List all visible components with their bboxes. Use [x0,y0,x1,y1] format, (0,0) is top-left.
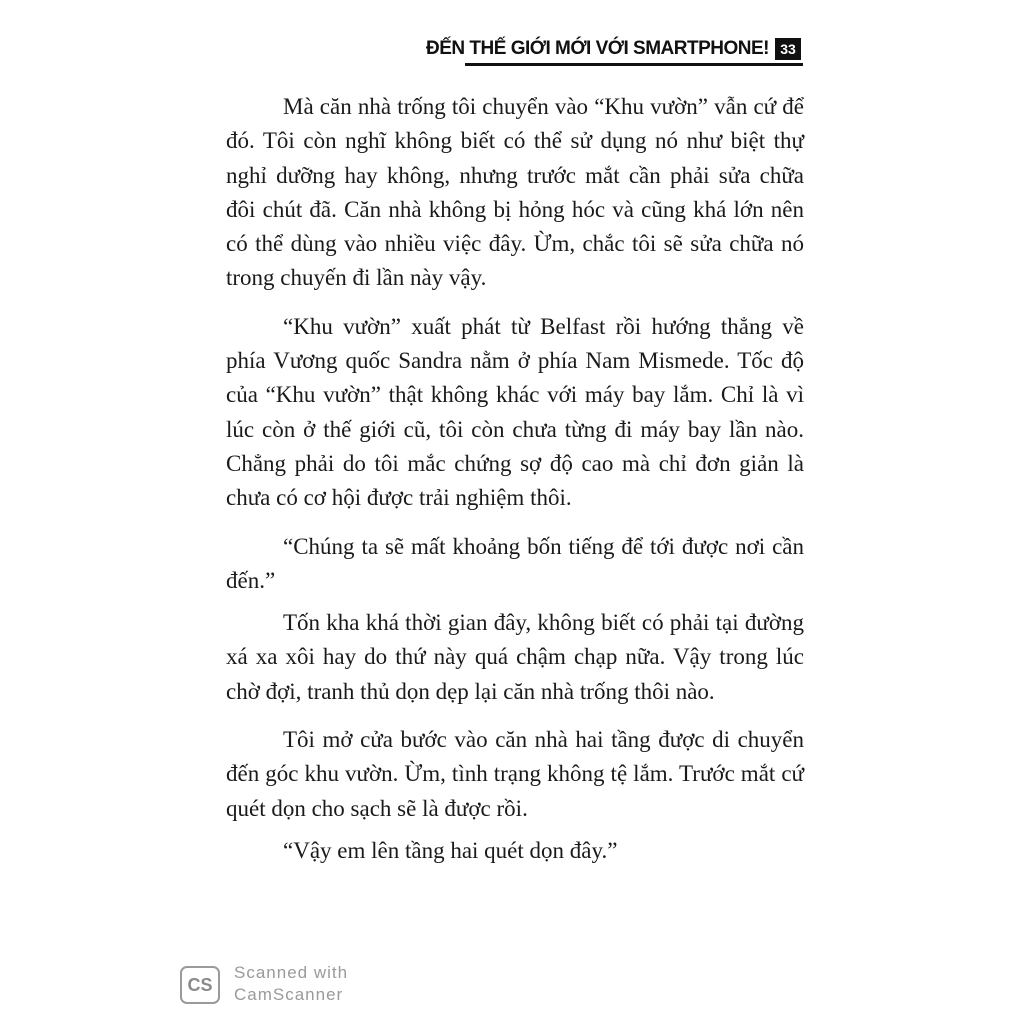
paragraph: Tôi mở cửa bước vào căn nhà hai tầng được di chuyển đến góc khu vườn. Ừm, tình trạng không tệ lắm. Trước mắt cứ quét dọn cho sạch sẽ là được rồi. [226,727,804,821]
paragraph: “Khu vườn” xuất phát từ Belfast rồi hướng thẳng về phía Vương quốc Sandra nằm ở phía Nam Mismede. Tốc độ của “Khu vườn” thật không khác với máy bay lắm. Chỉ là vì lúc còn ở thế giới cũ, tôi còn chưa từng đi máy bay lần nào. Chẳng phải do tôi mắc chứng sợ độ cao mà chỉ đơn giản là chưa có cơ hội được trải nghiệm thôi. [226,313,804,511]
paragraph: “Vậy em lên tầng hai quét dọn đây.” [283,837,618,863]
watermark-line-1: Scanned with [234,963,349,982]
running-header [426,36,803,66]
page-body [226,90,804,882]
camscanner-logo-icon: CS [180,966,220,1004]
paragraph: Mà căn nhà trống tôi chuyển vào “Khu vườn” vẫn cứ để đó. Tôi còn nghĩ không biết có thể sử dụng nó như biệt thự nghỉ dưỡng hay không, nhưng trước mắt cần phải sửa chữa đôi chút đã. Căn nhà không bị hỏng hóc và cũng khá lớn nên có thể dùng vào nhiều việc đây. Ừm, chắc tôi sẽ sửa chữa nó trong chuyến đi lần này vậy. [226,94,804,291]
watermark-text [234,962,348,1006]
paragraph: Tốn kha khá thời gian đây, không biết có phải tại đường xá xa xôi hay do thứ này quá chậm chạp nữa. Vậy trong lúc chờ đợi, tranh thủ dọn dẹp lại căn nhà trống thôi nào. [226,610,804,704]
chapter-title: ĐẾN THẾ GIỚI MỚI VỚI SMARTPHONE! [426,38,769,59]
paragraph: “Chúng ta sẽ mất khoảng bốn tiếng để tới được nơi cần đến.” [226,533,804,593]
page-number: 33 [775,38,801,60]
watermark-line-2: CamScanner [234,985,344,1004]
